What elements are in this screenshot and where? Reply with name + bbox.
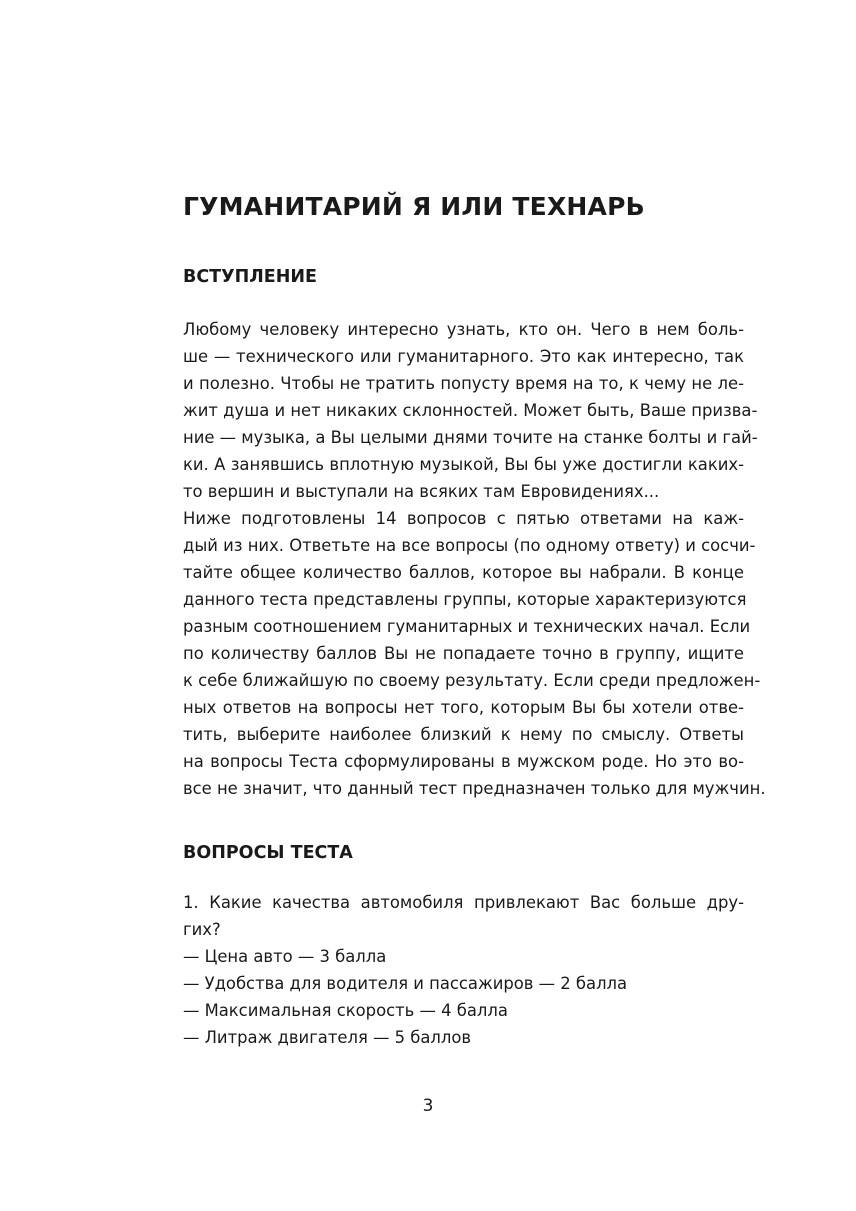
intro-line: все не значит, что данный тест предназначен только для мужчин. bbox=[183, 779, 766, 798]
page-title: ГУМАНИТАРИЙ Я ИЛИ ТЕХНАРЬ bbox=[183, 192, 645, 221]
answer-option: — Цена авто — 3 балла bbox=[183, 947, 387, 966]
intro-line: ных ответов на вопросы нет того, которым Вы бы хотели отве- bbox=[183, 698, 744, 717]
intro-line: ние — музыка, а Вы целыми днями точите на станке болты и гай- bbox=[183, 428, 758, 447]
intro-line: Ниже подготовлены 14 вопросов с пятью ответами на каж- bbox=[183, 509, 744, 528]
intro-heading: ВСТУПЛЕНИЕ bbox=[183, 267, 317, 287]
intro-line: жит душа и нет никаких склонностей. Может быть, Ваше призва- bbox=[183, 401, 758, 420]
intro-line: данного теста представлены группы, которые характеризуются bbox=[183, 590, 747, 609]
intro-line: ше — технического или гуманитарного. Это как интересно, так bbox=[183, 347, 744, 366]
question-1 bbox=[183, 889, 744, 1051]
intro-line: по количеству баллов Вы не попадаете точно в группу, ищите bbox=[183, 644, 744, 663]
intro-line: Любому человеку интересно узнать, кто он. Чего в нем боль- bbox=[183, 320, 744, 339]
intro-line: тайте общее количество баллов, которое вы набрали. В конце bbox=[183, 563, 744, 582]
intro-line: тить, выберите наиболее близкий к нему по смыслу. Ответы bbox=[183, 725, 744, 744]
page-number: 3 bbox=[422, 1096, 434, 1116]
intro-line: разным соотношением гуманитарных и технических начал. Если bbox=[183, 617, 751, 636]
answer-option: — Максимальная скорость — 4 балла bbox=[183, 1001, 508, 1020]
intro-line: и полезно. Чтобы не тратить попусту время на то, к чему не ле- bbox=[183, 374, 744, 393]
intro-line: к себе ближайшую по своему результату. Если среди предложен- bbox=[183, 671, 761, 690]
question-text-line: гих? bbox=[183, 920, 221, 939]
question-text-line: 1. Какие качества автомобиля привлекают Вас больше дру- bbox=[183, 893, 744, 912]
answer-option: — Удобства для водителя и пассажиров — 2 балла bbox=[183, 974, 628, 993]
intro-text bbox=[183, 316, 766, 802]
answer-option: — Литраж двигателя — 5 баллов bbox=[183, 1028, 472, 1047]
questions-heading: ВОПРОСЫ ТЕСТА bbox=[183, 843, 353, 863]
intro-line: ки. А занявшись вплотную музыкой, Вы бы уже достигли каких- bbox=[183, 455, 744, 474]
intro-line: дый из них. Ответьте на все вопросы (по одному ответу) и сосчи- bbox=[183, 536, 756, 555]
intro-line: на вопросы Теста сформулированы в мужском роде. Но это во- bbox=[183, 752, 744, 771]
intro-line: то вершин и выступали на всяких там Евровидениях... bbox=[183, 482, 660, 501]
